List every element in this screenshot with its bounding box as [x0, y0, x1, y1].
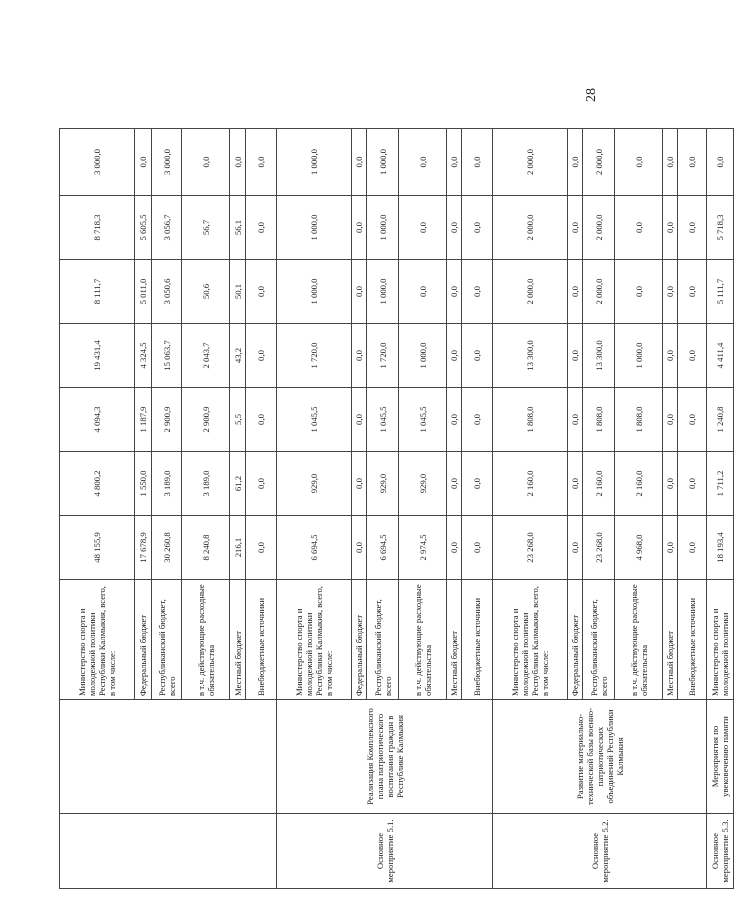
value-cell: 2 043,7	[182, 324, 230, 388]
value-cell: 0,0	[678, 516, 707, 580]
table-row	[493, 129, 568, 889]
value-cell: 5,5	[230, 388, 246, 452]
value-cell: 0,0	[678, 129, 707, 196]
activity-name-cell	[60, 700, 277, 814]
source-cell: Министерство спорта и молодежной политики Республики Калмыкия, всего, в том числе:	[277, 580, 352, 700]
value-cell: 0,0	[246, 129, 277, 196]
value-cell: 0,0	[447, 388, 462, 452]
value-cell: 3 189,0	[182, 452, 230, 516]
table-row	[60, 129, 135, 889]
value-cell: 0,0	[707, 129, 734, 196]
value-cell: 5 718,3	[707, 196, 734, 260]
value-cell: 0,0	[246, 324, 277, 388]
value-cell: 0,0	[678, 196, 707, 260]
value-cell: 3 050,6	[152, 260, 182, 324]
source-cell: Федеральный бюджет	[568, 580, 583, 700]
activity-name-cell: Мероприятия по увековечению памяти	[707, 700, 734, 814]
value-cell: 0,0	[352, 516, 367, 580]
source-cell: Федеральный бюджет	[352, 580, 367, 700]
value-cell: 0,0	[663, 516, 678, 580]
activity-number-cell: Основное мероприятие 5.1.	[277, 814, 493, 889]
value-cell: 2 000,0	[493, 196, 568, 260]
value-cell: 2 160,0	[493, 452, 568, 516]
value-cell: 1 000,0	[367, 260, 399, 324]
value-cell: 0,0	[462, 324, 493, 388]
source-cell: Федеральный бюджет	[135, 580, 152, 700]
value-cell: 0,0	[462, 452, 493, 516]
value-cell: 0,0	[568, 196, 583, 260]
value-cell: 0,0	[246, 516, 277, 580]
value-cell: 0,0	[462, 516, 493, 580]
value-cell: 50,1	[230, 260, 246, 324]
source-cell: Министерство спорта и молодежной политики	[707, 580, 734, 700]
value-cell: 0,0	[568, 452, 583, 516]
value-cell: 0,0	[246, 452, 277, 516]
value-cell: 1 045,5	[367, 388, 399, 452]
value-cell: 1 808,0	[583, 388, 615, 452]
source-cell: в т.ч. действующие расходные обязательства	[399, 580, 447, 700]
table-row	[707, 129, 734, 889]
source-cell: Местный бюджет	[663, 580, 678, 700]
activity-number-cell: Основное мероприятие 5.3.	[707, 814, 734, 889]
value-cell: 0,0	[246, 388, 277, 452]
value-cell: 0,0	[447, 324, 462, 388]
value-cell: 0,0	[568, 129, 583, 196]
value-cell: 1 045,5	[277, 388, 352, 452]
activity-number-cell: Основное мероприятие 5.2.	[493, 814, 707, 889]
value-cell: 0,0	[568, 324, 583, 388]
value-cell: 23 268,0	[583, 516, 615, 580]
value-cell: 2 160,0	[615, 452, 663, 516]
value-cell: 0,0	[352, 388, 367, 452]
value-cell: 0,0	[135, 129, 152, 196]
value-cell: 13 300,0	[493, 324, 568, 388]
value-cell: 0,0	[663, 129, 678, 196]
activity-number-cell	[60, 814, 277, 889]
value-cell: 50,6	[182, 260, 230, 324]
value-cell: 0,0	[246, 196, 277, 260]
value-cell: 0,0	[352, 324, 367, 388]
value-cell: 5 011,0	[135, 260, 152, 324]
value-cell: 6 694,5	[367, 516, 399, 580]
value-cell: 4 324,5	[135, 324, 152, 388]
value-cell: 1 720,0	[277, 324, 352, 388]
value-cell: 1 000,0	[277, 129, 352, 196]
source-cell: Министерство спорта и молодежной политики Республики Калмыкия, всего, в том числе:	[60, 580, 135, 700]
source-cell: Внебюджетные источники	[678, 580, 707, 700]
value-cell: 2 000,0	[493, 260, 568, 324]
value-cell: 0,0	[352, 260, 367, 324]
value-cell: 0,0	[678, 324, 707, 388]
source-cell: Республиканский бюджет, всего	[367, 580, 399, 700]
value-cell: 4 094,3	[60, 388, 135, 452]
value-cell: 1 550,0	[135, 452, 152, 516]
value-cell: 3 189,0	[152, 452, 182, 516]
value-cell: 1 000,0	[277, 260, 352, 324]
value-cell: 2 900,9	[152, 388, 182, 452]
value-cell: 0,0	[447, 260, 462, 324]
value-cell: 1 000,0	[615, 324, 663, 388]
budget-table	[59, 128, 734, 889]
activity-name-cell: Развитие материально-технической базы военно-патриотических объединений Республики Калмыкия	[493, 700, 707, 814]
source-cell: в т.ч. действующие расходные обязательства	[615, 580, 663, 700]
value-cell: 23 268,0	[493, 516, 568, 580]
value-cell: 1 000,0	[399, 324, 447, 388]
value-cell: 0,0	[399, 260, 447, 324]
value-cell: 0,0	[447, 516, 462, 580]
value-cell: 3 000,0	[60, 129, 135, 196]
source-cell: Министерство спорта и молодежной политики Республики Калмыкия, всего, в том числе:	[493, 580, 568, 700]
value-cell: 216,1	[230, 516, 246, 580]
value-cell: 61,2	[230, 452, 246, 516]
value-cell: 0,0	[447, 196, 462, 260]
value-cell: 2 000,0	[583, 129, 615, 196]
value-cell: 2 000,0	[583, 196, 615, 260]
value-cell: 0,0	[678, 388, 707, 452]
value-cell: 0,0	[462, 260, 493, 324]
value-cell: 0,0	[615, 129, 663, 196]
source-cell: Местный бюджет	[230, 580, 246, 700]
value-cell: 929,0	[367, 452, 399, 516]
value-cell: 8 718,3	[60, 196, 135, 260]
value-cell: 0,0	[663, 388, 678, 452]
value-cell: 0,0	[399, 129, 447, 196]
value-cell: 0,0	[352, 129, 367, 196]
source-cell: Местный бюджет	[447, 580, 462, 700]
value-cell: 1 187,9	[135, 388, 152, 452]
source-cell: Республиканский бюджет, всего	[583, 580, 615, 700]
value-cell: 15 063,7	[152, 324, 182, 388]
value-cell: 43,2	[230, 324, 246, 388]
value-cell: 2 974,5	[399, 516, 447, 580]
source-cell: Внебюджетные источники	[246, 580, 277, 700]
value-cell: 0,0	[462, 388, 493, 452]
value-cell: 1 000,0	[367, 129, 399, 196]
value-cell: 1 711,2	[707, 452, 734, 516]
value-cell: 0,0	[447, 452, 462, 516]
value-cell: 2 000,0	[583, 260, 615, 324]
value-cell: 2 000,0	[493, 129, 568, 196]
value-cell: 56,7	[182, 196, 230, 260]
value-cell: 0,0	[663, 260, 678, 324]
value-cell: 19 431,4	[60, 324, 135, 388]
value-cell: 5 111,7	[707, 260, 734, 324]
source-cell: Внебюджетные источники	[462, 580, 493, 700]
value-cell: 0,0	[678, 452, 707, 516]
activity-name-cell: Реализация Комплексного плана патриотического воспитания граждан в Республике Калмыкия	[277, 700, 493, 814]
value-cell: 929,0	[399, 452, 447, 516]
value-cell: 0,0	[568, 388, 583, 452]
value-cell: 929,0	[277, 452, 352, 516]
value-cell: 0,0	[352, 196, 367, 260]
value-cell: 0,0	[663, 196, 678, 260]
value-cell: 2 160,0	[583, 452, 615, 516]
value-cell: 0,0	[462, 129, 493, 196]
value-cell: 0,0	[399, 196, 447, 260]
value-cell: 0,0	[182, 129, 230, 196]
value-cell: 1 240,8	[707, 388, 734, 452]
value-cell: 5 605,5	[135, 196, 152, 260]
value-cell: 0,0	[615, 196, 663, 260]
source-cell: Республиканский бюджет, всего	[152, 580, 182, 700]
value-cell: 0,0	[462, 196, 493, 260]
value-cell: 48 155,9	[60, 516, 135, 580]
value-cell: 0,0	[568, 516, 583, 580]
value-cell: 4 411,4	[707, 324, 734, 388]
value-cell: 1 808,0	[493, 388, 568, 452]
source-cell: в т.ч. действующие расходные обязательства	[182, 580, 230, 700]
value-cell: 4 968,0	[615, 516, 663, 580]
table-row	[277, 129, 352, 889]
value-cell: 0,0	[230, 129, 246, 196]
value-cell: 30 260,8	[152, 516, 182, 580]
value-cell: 0,0	[568, 260, 583, 324]
value-cell: 4 800,2	[60, 452, 135, 516]
value-cell: 1 720,0	[367, 324, 399, 388]
value-cell: 1 808,0	[615, 388, 663, 452]
value-cell: 0,0	[663, 324, 678, 388]
value-cell: 8 240,8	[182, 516, 230, 580]
value-cell: 3 056,7	[152, 196, 182, 260]
value-cell: 6 694,5	[277, 516, 352, 580]
value-cell: 0,0	[615, 260, 663, 324]
value-cell: 1 000,0	[277, 196, 352, 260]
value-cell: 18 193,4	[707, 516, 734, 580]
value-cell: 56,1	[230, 196, 246, 260]
value-cell: 3 000,0	[152, 129, 182, 196]
value-cell: 1 045,5	[399, 388, 447, 452]
value-cell: 0,0	[678, 260, 707, 324]
value-cell: 1 000,0	[367, 196, 399, 260]
value-cell: 0,0	[447, 129, 462, 196]
value-cell: 0,0	[352, 452, 367, 516]
value-cell: 13 300,0	[583, 324, 615, 388]
value-cell: 0,0	[246, 260, 277, 324]
value-cell: 17 678,9	[135, 516, 152, 580]
page-number: 28	[584, 88, 599, 102]
value-cell: 2 900,9	[182, 388, 230, 452]
value-cell: 0,0	[663, 452, 678, 516]
value-cell: 8 111,7	[60, 260, 135, 324]
